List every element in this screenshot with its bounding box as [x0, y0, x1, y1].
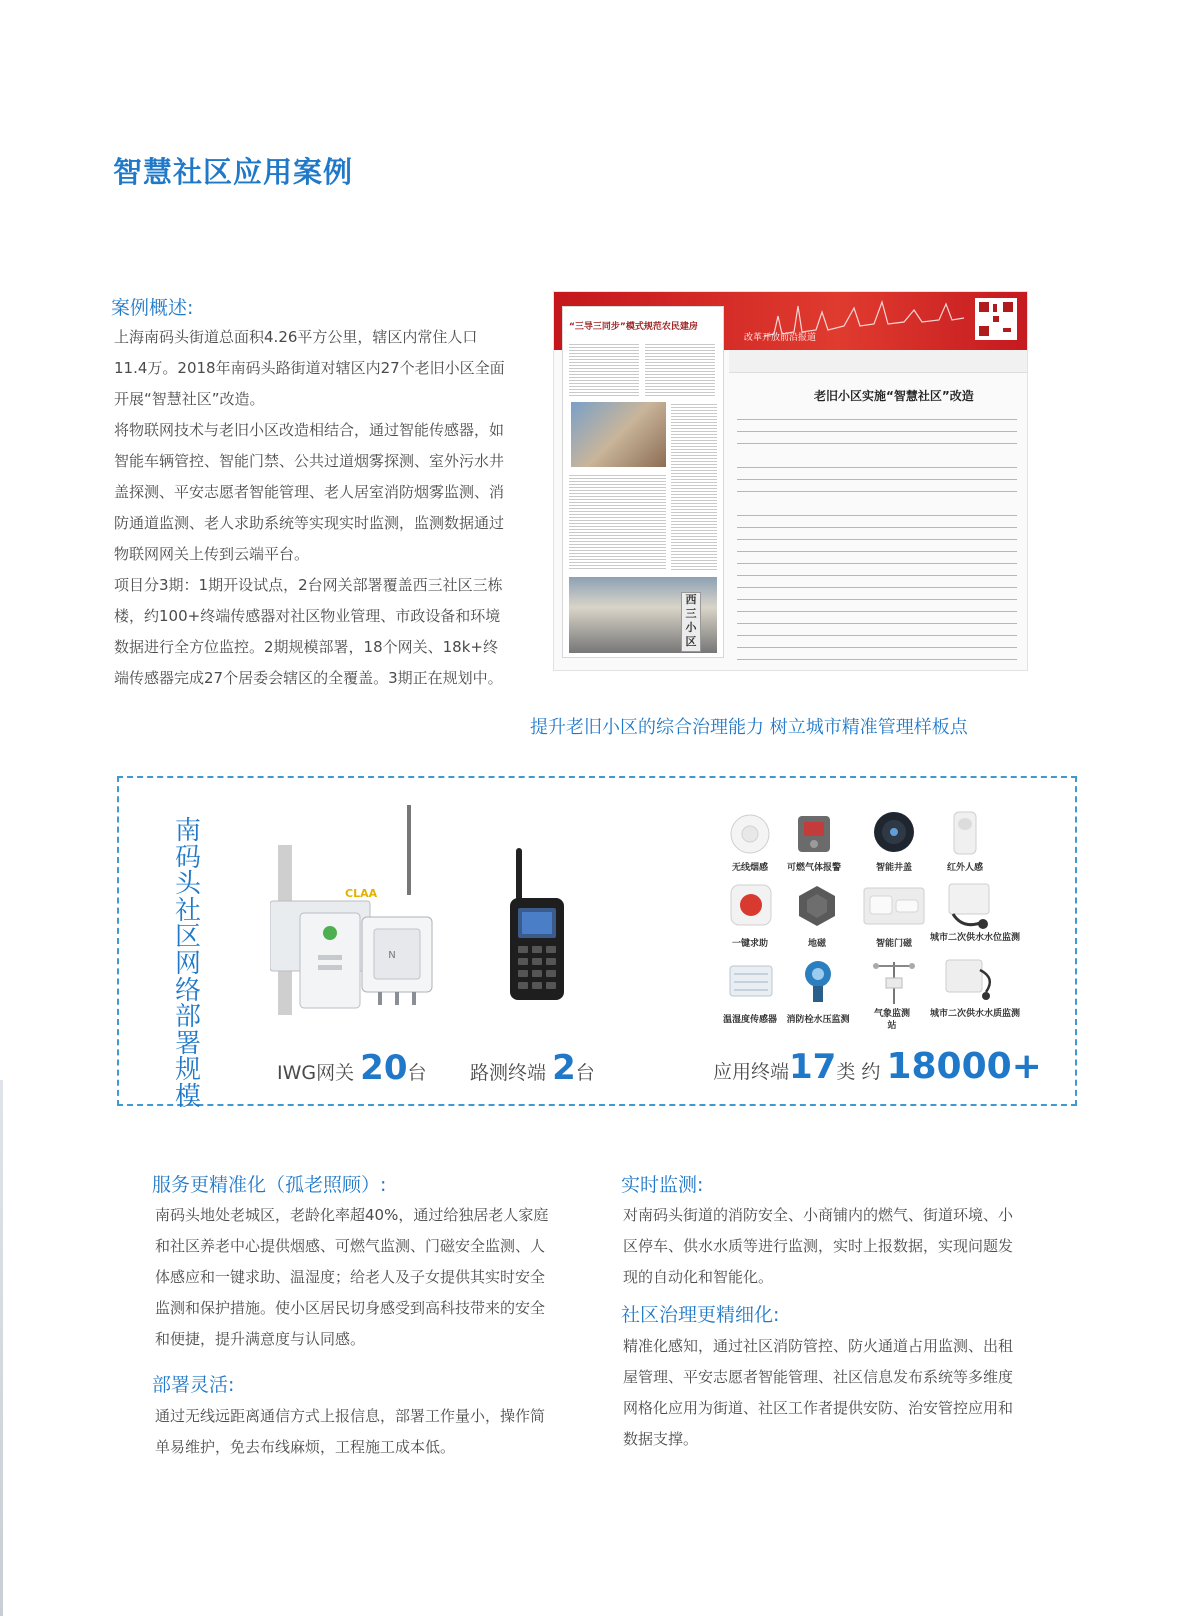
gateway-count: 20 [360, 1048, 408, 1088]
smart-manhole-icon [872, 810, 916, 854]
newspaper-clipping [553, 291, 1028, 671]
page-edge [0, 1080, 3, 1616]
newspaper-photo [571, 402, 666, 467]
device-label: 可燃气体报警 [786, 863, 841, 873]
device-label: 城市二次供水水位监测 [930, 933, 1021, 943]
service-text: 南码头地处老城区，老龄化率超40%，通过给独居老人家庭和社区养老中心提供烟感、可燃气监测、门磁安全监测、人体感应和一键求助、温湿度；给老人及子女提供其实时安全监测和保护措施。使小区居民切身感受到高科技带来的安全和便捷，提升满意度与认同感。 [155, 1206, 549, 1348]
gateway-brand: CLAA [345, 887, 378, 900]
gateway-device-icon [270, 805, 440, 1020]
overview-title: 案例概述: [111, 297, 194, 319]
water-level-sensor-icon [943, 880, 995, 930]
gateway-stat [277, 1048, 427, 1088]
infrared-sensor-icon [950, 810, 980, 856]
device-label: 红外人感 [946, 863, 983, 873]
overview-paragraph: 将物联网技术与老旧小区改造相结合，通过智能传感器，如智能车辆管控、智能门禁、公共过道烟雾探测、室外污水井盖探测、平安志愿者智能管理、老人居室消防烟雾监测、消防通道监测、老人求助系统等实现实时监测，监测数据通过物联网网关上传到云端平台。 [114, 421, 505, 563]
app-type-unit: 类 约 [836, 1061, 881, 1083]
newspaper-left-headline: “三导三同步”模式规范农民建房 [569, 322, 698, 332]
overview-body [114, 322, 506, 694]
governance-title: 社区治理更精细化: [621, 1304, 780, 1326]
device-label: 气象监测站 [873, 1009, 910, 1031]
flexible-text: 通过无线远距离通信方式上报信息，部署工作量小，操作简单易维护，免去布线麻烦，工程施工成本低。 [155, 1407, 546, 1456]
device-label: 无线烟感 [731, 863, 768, 873]
terminal-unit: 台 [575, 1062, 595, 1084]
hydrant-pressure-icon [798, 958, 838, 1006]
gateway-unit: 台 [407, 1062, 427, 1084]
device-label: 智能井盖 [875, 863, 912, 873]
page-title: 智慧社区应用案例 [113, 155, 354, 189]
weather-station-icon [868, 956, 920, 1006]
app-terminal-total: 18000+ [886, 1046, 1042, 1087]
newspaper-caption: 提升老旧小区的综合治理能力 树立城市精准管理样板点 [530, 717, 968, 738]
handheld-terminal-icon [508, 848, 570, 1003]
newspaper-page-thumbnail [562, 306, 724, 658]
device-label: 城市二次供水水质监测 [930, 1009, 1021, 1019]
app-terminal-label: 应用终端 [713, 1061, 790, 1083]
device-label: 智能门磁 [875, 939, 912, 949]
terminal-stat-label: 路测终端 [470, 1062, 547, 1084]
newspaper-sign: 西三小区 [681, 592, 701, 652]
device-label: 消防栓水压监测 [786, 1015, 850, 1025]
app-type-count: 17 [789, 1047, 837, 1087]
gateway-stat-label: IWG网关 [277, 1062, 355, 1084]
service-title: 服务更精准化（孤老照顾）: [152, 1174, 387, 1196]
gas-alarm-icon [792, 808, 836, 856]
app-terminal-stat [713, 1046, 1042, 1087]
deployment-title: 南码头社区网络部署规模 [174, 816, 201, 1112]
newspaper-main-headline: 老旧小区实施“智慧社区”改造 [814, 389, 974, 403]
device-label: 温湿度传感器 [722, 1015, 777, 1025]
terminal-count: 2 [552, 1048, 576, 1088]
flexible-title: 部署灵活: [152, 1374, 235, 1396]
door-sensor-icon [862, 884, 926, 928]
overview-paragraph: 上海南码头街道总面积4.26平方公里，辖区内常住人口11.4万。2018年南码头路街道对辖区内27个老旧小区全面开展“智慧社区”改造。 [114, 328, 505, 408]
temp-humidity-sensor-icon [726, 962, 776, 1004]
smoke-detector-icon [728, 812, 772, 856]
device-label: 地磁 [807, 939, 826, 949]
svg-text:N: N [388, 950, 396, 961]
realtime-text: 对南码头街道的消防安全、小商铺内的燃气、街道环境、小区停车、供水水质等进行监测，实时上报数据，实现问题发现的自动化和智能化。 [623, 1206, 1014, 1286]
newspaper-banner-text: 改革开放前沿报道 [744, 333, 817, 343]
geomagnetic-sensor-icon [795, 884, 839, 928]
governance-text: 精准化感知，通过社区消防管控、防火通道占用监测、出租屋管理、平安志愿者智能管理、社区信息发布系统等多维度网格化应用为街道、社区工作者提供安防、治安管控应用和数据支撑。 [623, 1337, 1014, 1448]
qr-code-icon [975, 298, 1017, 340]
newspaper-article-text [737, 412, 1017, 662]
realtime-title: 实时监测: [621, 1174, 704, 1196]
newspaper-toolbar [729, 350, 1027, 373]
water-quality-sensor-icon [942, 956, 996, 1004]
overview-paragraph: 项目分3期：1期开设试点，2台网关部署覆盖西三社区三栋楼，约100+终端传感器对社区物业管理、市政设备和环境数据进行全方位监控。2期规模部署，18个网关、18k+终端传感器完成27个居委会辖区的全覆盖。3期正在规划中。 [114, 576, 503, 687]
emergency-button-icon [728, 882, 774, 928]
device-label: 一键求助 [731, 939, 768, 949]
terminal-stat [470, 1048, 595, 1088]
